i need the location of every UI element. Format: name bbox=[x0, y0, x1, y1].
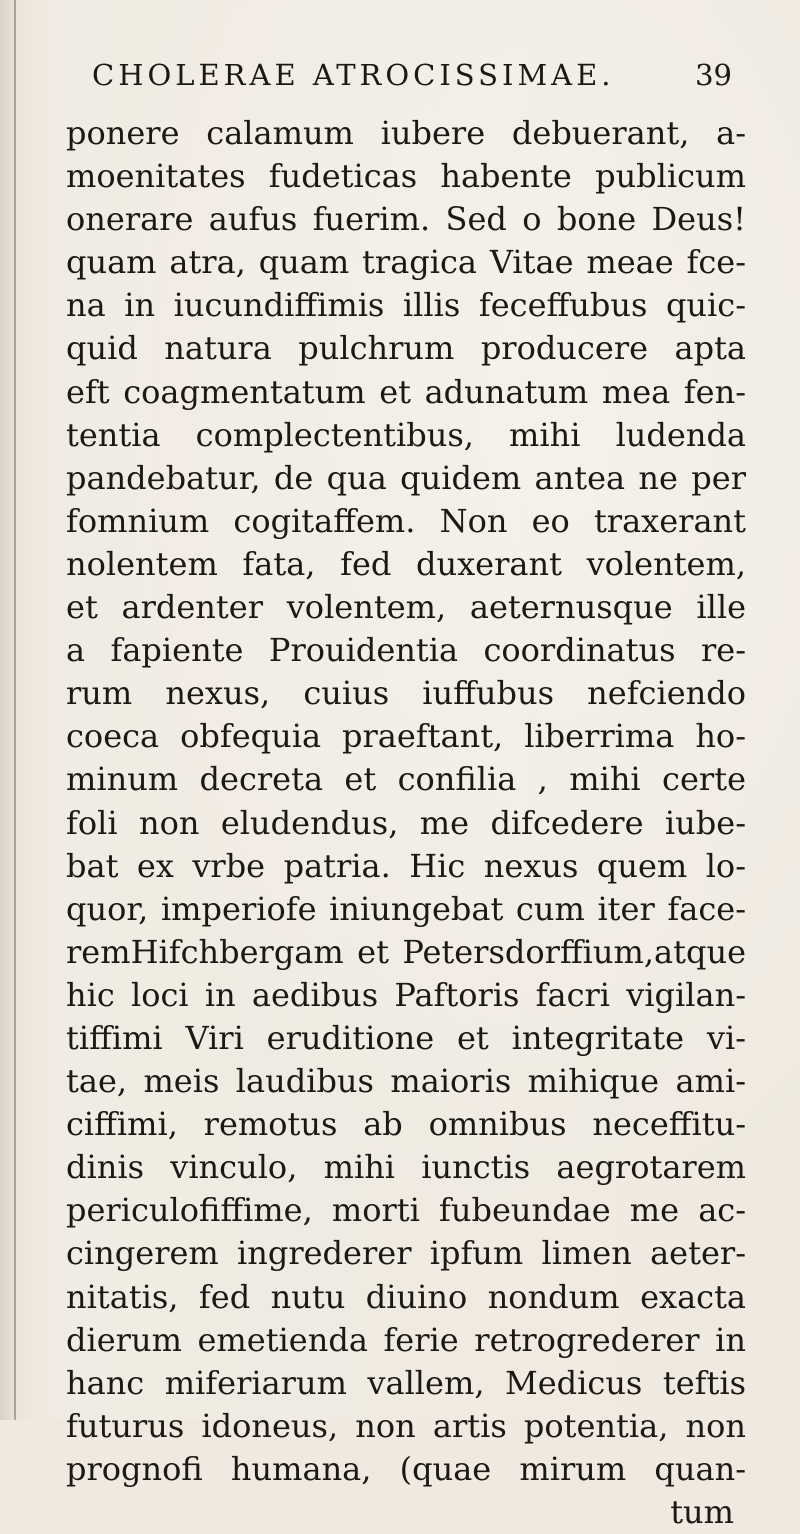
text-line: onerare aufus fuerim. Sed o bone Deus! bbox=[66, 200, 746, 239]
text-line: et ardenter volentem, aeternusque ille bbox=[66, 588, 746, 627]
text-line: futurus idoneus, non artis potentia, non bbox=[66, 1406, 746, 1445]
text-line: prognofi humana, (quae mirum quan- bbox=[66, 1449, 746, 1488]
text-line: moenitates fudeticas habente publicum bbox=[66, 157, 746, 196]
text-line: a fapiente Prouidentia coordinatus re- bbox=[66, 631, 746, 670]
text-line: hic loci in aedibus Paftoris facri vigilan- bbox=[66, 975, 746, 1014]
text-line: remHifchbergam et Petersdorffium,atque bbox=[66, 932, 746, 971]
text-line: periculofiffime, morti fubeundae me ac- bbox=[66, 1191, 746, 1230]
text-line: dierum emetienda ferie retrogrederer in bbox=[66, 1320, 746, 1359]
text-line: pandebatur, de qua quidem antea ne per bbox=[66, 458, 746, 497]
text-line: minum decreta et confilia , mihi certe bbox=[66, 760, 746, 799]
text-line: fomnium cogitaffem. Non eo traxerant bbox=[66, 501, 746, 540]
text-line: quor, imperiofe iniungebat cum iter face- bbox=[66, 889, 746, 928]
text-line: quam atra, quam tragica Vitae meae fce- bbox=[66, 243, 746, 282]
text-line: rum nexus, cuius iuffubus nefciendo bbox=[66, 674, 746, 713]
binding-gutter bbox=[14, 0, 16, 1420]
page-number: 39 bbox=[695, 58, 732, 92]
text-line: foli non eludendus, me difcedere iube- bbox=[66, 803, 746, 842]
text-line: eft coagmentatum et adunatum mea fen- bbox=[66, 372, 746, 411]
text-line: dinis vinculo, mihi iunctis aegrotarem bbox=[66, 1148, 746, 1187]
text-line: coeca obfequia praeftant, liberrima ho- bbox=[66, 717, 746, 756]
text-line: bat ex vrbe patria. Hic nexus quem lo- bbox=[66, 846, 746, 885]
text-line: tentia complectentibus, mihi ludenda bbox=[66, 415, 746, 454]
page-header bbox=[92, 58, 732, 108]
text-line: ciffimi, remotus ab omnibus neceffitu- bbox=[66, 1105, 746, 1144]
running-title: CHOLERAE ATROCISSIMAE. bbox=[92, 58, 615, 92]
text-line: hanc miferiarum vallem, Medicus teftis bbox=[66, 1363, 746, 1402]
text-line: tae, meis laudibus maioris mihique ami- bbox=[66, 1062, 746, 1101]
text-line: ponere calamum iubere debuerant, a- bbox=[66, 114, 746, 152]
catchword: tum bbox=[670, 1493, 734, 1531]
text-line: nitatis, fed nutu diuino nondum exacta bbox=[66, 1277, 746, 1316]
text-line: na in iucundiffimis illis feceffubus quic- bbox=[66, 286, 746, 325]
body-text bbox=[66, 112, 746, 1534]
text-line: tiffimi Viri eruditione et integritate vi- bbox=[66, 1018, 746, 1057]
text-line: cingerem ingrederer ipfum limen aeter- bbox=[66, 1234, 746, 1273]
text-line: quid natura pulchrum producere apta bbox=[66, 329, 746, 368]
text-line: nolentem fata, fed duxerant volentem, bbox=[66, 544, 746, 583]
